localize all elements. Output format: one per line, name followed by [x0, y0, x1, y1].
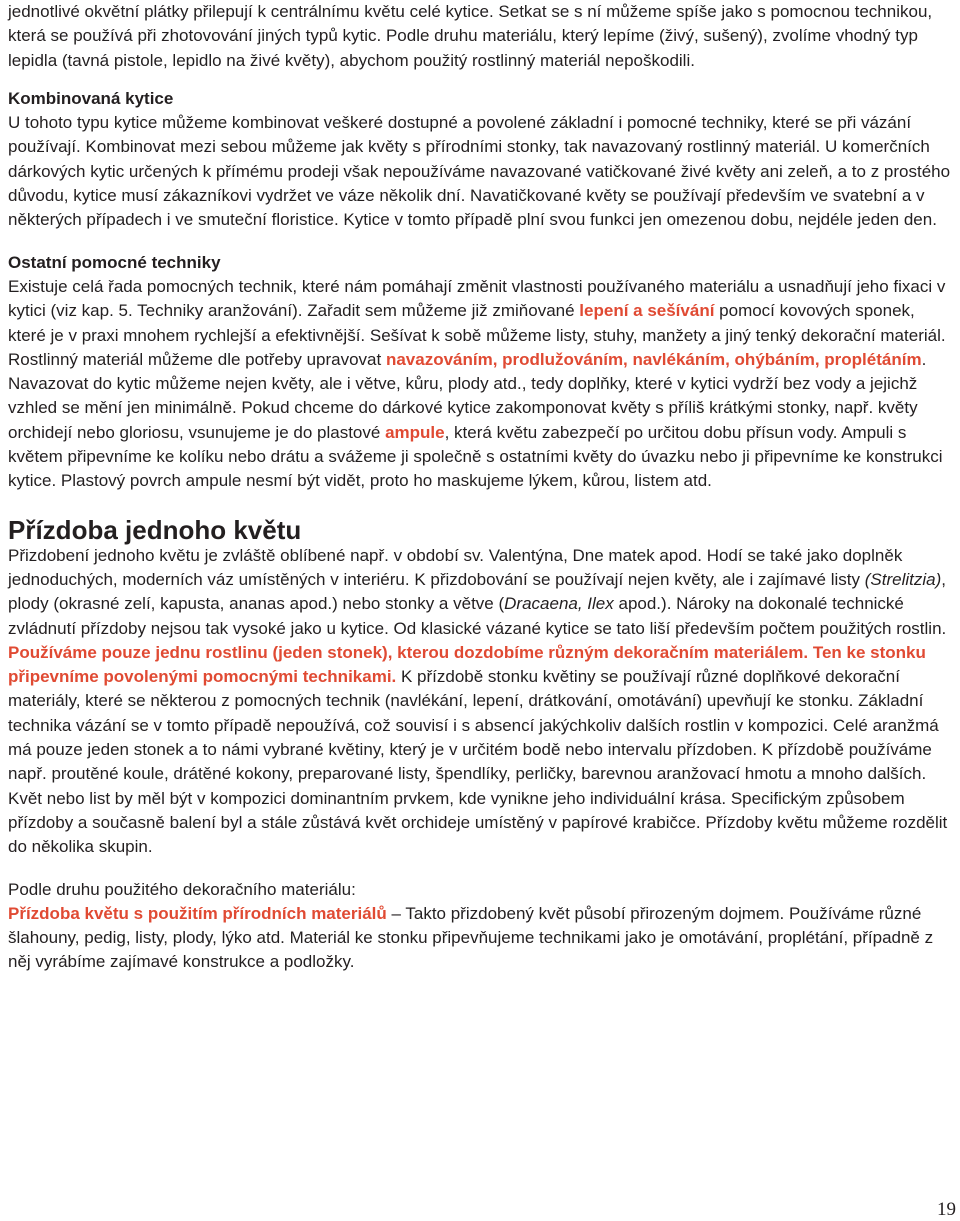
- single-flower-text: [8, 544, 954, 860]
- other-techniques-section: [8, 251, 954, 494]
- highlight-gluing-stapling: lepení a sešívání: [579, 301, 715, 321]
- document-body: [8, 0, 954, 975]
- text-run: , která květu zabezpečí po určitou dobu přísun vody. Ampuli s květem připevníme ke kolíku nebo drátu a svážeme ji společně s ostatními květy do úvazku nebo ji připevníme ke konstrukci kytice. Plastový povrch ampule nesmí být vidět, proto ho maskujeme lýkem, kůrou, listem atd.: [8, 422, 943, 491]
- page-number: 19: [937, 1199, 956, 1220]
- highlight-ampule: ampule: [385, 422, 445, 442]
- combined-bouquet-heading: Kombinovaná kytice: [8, 88, 174, 108]
- other-techniques-heading: Ostatní pomocné techniky: [8, 252, 221, 272]
- single-flower-heading: Přízdoba jednoho květu: [8, 514, 302, 545]
- highlight-natural-materials: Přízdoba květu s použitím přírodních materiálů: [8, 903, 387, 923]
- text-run: apod.). Nároky na dokonalé technické zvládnutí přízdoby nejsou tak vysoké jako u kytice. Od klasické vázané kytice se tato liší především počtem použitých rostlin.: [8, 594, 947, 638]
- combined-bouquet-text: U tohoto typu kytice můžeme kombinovat veškeré dostupné a povolené základní i pomocné techniky, které se při vázání používají. Kombinovat mezi sebou můžeme jak květy s přírodními stonky, tak navazovaný rostlinný materiál. U komerčních dárkových kytic určených k přímému prodeji však nepoužíváme navazované vatičkované živé květy ani zeleň, a to z prostého důvodu, kytice musí zákazníkovi vydržet ve váze několik dní. Navatičkované květy se používají především ve svatební a v některých případech i ve smuteční floristice. Kytice v tomto případě plní svou funkci jen omezenou dobu, nejdéle jeden den.: [8, 113, 951, 230]
- italic-dracaena-ilex: Dracaena, Ilex: [504, 594, 614, 614]
- text-run: Existuje celá řada pomocných technik, které nám pomáhají změnit vlastnosti používaného materiálu a usnadňují jeho fixaci v kytici (viz kap. 5. Techniky aranžování). Zařadit sem můžeme již zmiňované: [8, 276, 946, 321]
- highlight-plant-techniques: navazováním, prodlužováním, navlékáním, ohýbáním, proplétáním: [385, 349, 922, 369]
- highlight-single-stem: Používáme pouze jednu rostlinu (jeden stonek), kterou dozdobíme různým dekoračním materiálem. Ten ke stonku připevníme povolenými pomocnými technikami.: [8, 642, 926, 687]
- other-techniques-text: [8, 275, 954, 494]
- intro-paragraph: jednotlivé okvětní plátky přilepují k centrálnímu květu celé kytice. Setkat se s ní můžeme spíše jako s pomocnou technikou, která se používá při zhotovování jiných typů kytic. Podle druhu materiálu, který lepíme (živý, sušený), zvolíme vhodný typ lepidla (tavná pistole, lepidlo na živé květy), abychom použitý rostlinný materiál nepoškodili.: [8, 2, 933, 70]
- text-run: K přízdobě stonku květiny se používají různé doplňkové dekorační materiály, které se některou z pomocných technik (navlékání, lepení, drátkování, omotávání) upevňují ke stonku. Základní technika vázání se v tomto případě nepoužívá, což souvisí i s absencí jakýchkoliv dalších rostlin v kompozici. Celé aranžmá má pouze jeden stonek a to námi vybrané květiny, který je v určitém bodě nebo intervalu přízdoben. K přízdobě používáme např. proutěné koule, drátěné kokony, preparované listy, špendlíky, perličky, barevnou aranžovací hmotu a mnoho dalších. Květ nebo list by měl být v kompozici dominantním prvkem, kde vynikne jeho individuální krása. Specifickým způsobem přízdoby a současně balení byl a stále zůstává květ orchideje umístěný v papírové krabičce. Přízdoby květu můžeme rozdělit do několika skupin.: [8, 667, 948, 857]
- combined-bouquet-section: [8, 87, 954, 233]
- italic-strelitzia: (Strelitzia): [864, 569, 942, 589]
- decoration-types-section: [8, 878, 954, 975]
- single-flower-section: [8, 514, 954, 860]
- text-run: . Navazovat do kytic můžeme nejen květy, ale i větve, kůru, plody atd., tedy doplňky, které v kytici vydrží bez vody a jejichž vzhled se mění jen minimálně. Pokud chceme do dárkové kytice zakomponovat květy s příliš krátkými stonky, např. květy orchidejí nebo gloriosu, vsunujeme je do plastové: [8, 349, 927, 442]
- text-run: Přizdobení jednoho květu je zvláště oblíbené např. v období sv. Valentýna, Dne matek apod. Hodí se také jako doplněk jednoduchých, moderních váz umístěných v interiéru. K přizdobování se používají nejen květy, ale i zajímavé listy: [8, 545, 903, 589]
- text-run: pomocí kovových sponek, které je v praxi mnohem rychlejší a efektivnější. Sešívat k sobě můžeme listy, stuhy, manžety a jiný tenký dekorační materiál. Rostlinný materiál můžeme dle potřeby upravovat: [8, 301, 946, 369]
- text-run: – Takto přizdobený květ působí přirozeným dojmem. Používáme různé šlahouny, pedig, listy, plody, lýko atd. Materiál ke stonku připevňujeme technikami jako je omotávání, proplétání, případně z něj vyrábíme zajímavé konstrukce a podložky.: [8, 903, 934, 972]
- natural-materials-item: [8, 902, 954, 975]
- decoration-types-intro: Podle druhu použitého dekoračního materiálu:: [8, 879, 356, 899]
- text-run: , plody (okrasné zelí, kapusta, ananas apod.) nebo stonky a větve (: [8, 569, 946, 614]
